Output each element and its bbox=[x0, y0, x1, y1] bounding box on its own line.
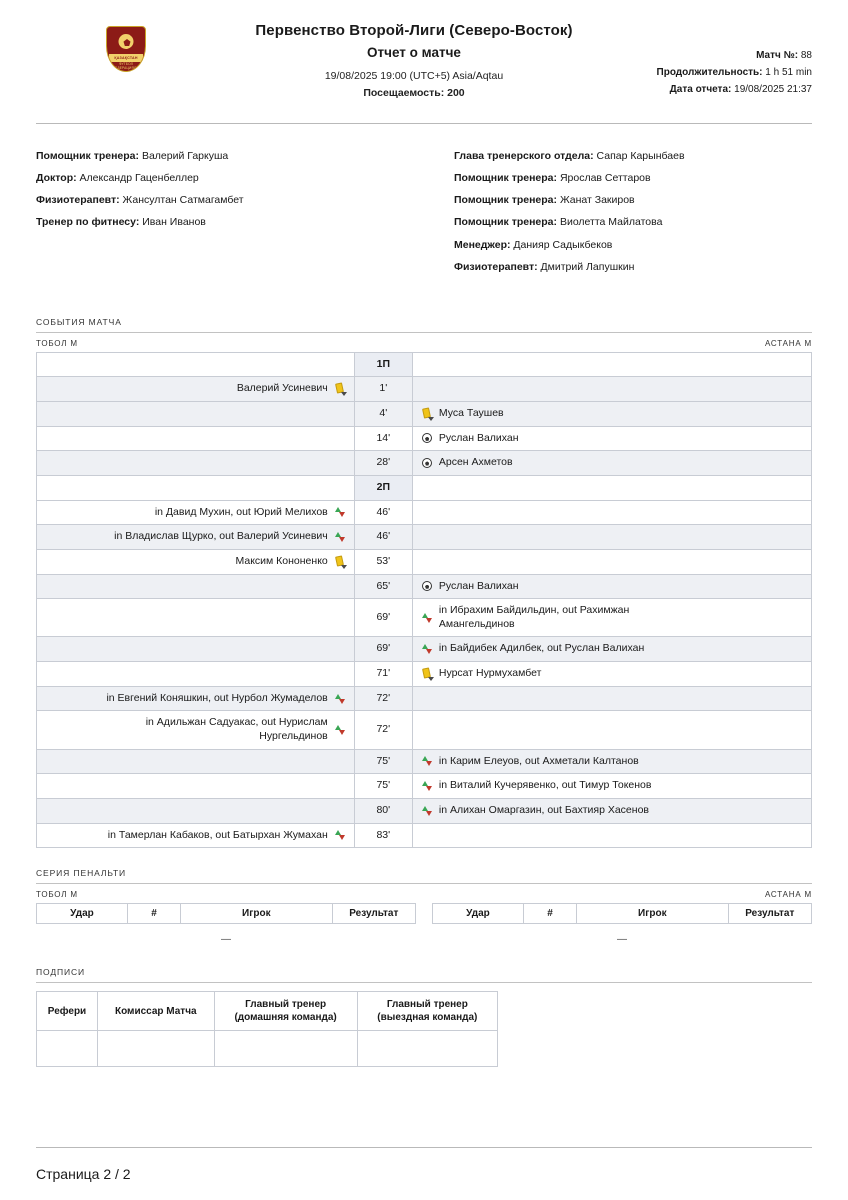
events-period-row bbox=[37, 352, 812, 377]
event-home-cell bbox=[37, 599, 355, 637]
event-home-cell bbox=[37, 686, 355, 711]
event-home-cell bbox=[37, 377, 355, 402]
event-home-text: Валерий Усиневич bbox=[236, 382, 328, 395]
staff-line bbox=[36, 216, 424, 229]
staff-role: Помощник тренера: bbox=[36, 150, 140, 162]
events-table bbox=[36, 352, 812, 848]
match-number-value: 88 bbox=[800, 50, 812, 61]
match-number-row bbox=[612, 50, 812, 61]
event-home-cell bbox=[37, 774, 355, 799]
event-away-cell bbox=[412, 662, 811, 687]
penalties-section-title: СЕРИЯ ПЕНАЛЬТИ bbox=[36, 868, 812, 884]
events-row bbox=[37, 402, 812, 427]
signature-column-header: Главный тренер (выездная команда) bbox=[357, 992, 497, 1031]
events-row bbox=[37, 823, 812, 848]
event-away-cell bbox=[412, 426, 811, 451]
attendance-label: Посещаемость: bbox=[363, 87, 445, 99]
event-home-text: in Евгений Коняшкин, out Нурбол Жумаделов bbox=[106, 691, 328, 704]
events-row bbox=[37, 637, 812, 662]
events-away-team: АСТАНА М bbox=[764, 338, 812, 348]
event-home-cell bbox=[37, 402, 355, 427]
substitution-icon bbox=[334, 724, 346, 736]
event-home-cell bbox=[37, 574, 355, 599]
staff-line bbox=[36, 150, 424, 163]
yellow-card-icon bbox=[421, 408, 433, 420]
staff-column-away bbox=[424, 150, 812, 283]
substitution-icon bbox=[334, 531, 346, 543]
staff-name: Александр Гаценбеллер bbox=[76, 172, 199, 185]
event-minute: 75' bbox=[354, 749, 412, 774]
crest-sub-text: ФУТБОЛ ФЕДЕРАЦИЯСЫ bbox=[112, 62, 140, 70]
event-away-text: Арсен Ахметов bbox=[438, 456, 513, 469]
event-away-cell bbox=[412, 402, 811, 427]
period-right-cell bbox=[412, 475, 811, 500]
event-away-cell bbox=[412, 823, 811, 848]
events-row bbox=[37, 798, 812, 823]
staff-role: Глава тренерского отдела: bbox=[454, 150, 594, 162]
period-label: 1П bbox=[354, 352, 412, 377]
penalty-column-header: Результат bbox=[728, 904, 811, 924]
staff-role: Помощник тренера: bbox=[454, 172, 558, 185]
events-home-team: ТОБОЛ М bbox=[36, 338, 78, 348]
events-row bbox=[37, 549, 812, 574]
event-home-text: in Тамерлан Кабаков, out Батырхан Жумахан bbox=[107, 828, 328, 841]
event-home-text: in Давид Мухин, out Юрий Мелихов bbox=[154, 505, 328, 518]
staff-role: Помощник тренера: bbox=[454, 216, 558, 229]
penalties-away-team: АСТАНА М bbox=[764, 890, 812, 900]
event-home-cell bbox=[37, 500, 355, 525]
penalties-team-row bbox=[36, 890, 812, 903]
event-minute: 28' bbox=[354, 451, 412, 476]
event-home-cell bbox=[37, 823, 355, 848]
substitution-icon bbox=[334, 693, 346, 705]
substitution-icon bbox=[334, 829, 346, 841]
penalties-home-empty: — bbox=[221, 934, 231, 946]
staff-line bbox=[454, 150, 812, 163]
signature-field[interactable] bbox=[37, 1031, 98, 1067]
yellow-card-icon bbox=[334, 556, 346, 568]
event-minute: 75' bbox=[354, 774, 412, 799]
penalties-away-empty: — bbox=[617, 934, 627, 946]
events-row bbox=[37, 774, 812, 799]
event-away-cell bbox=[412, 377, 811, 402]
event-away-text: in Алихан Омаргазин, out Бахтияр Хасенов bbox=[438, 803, 649, 816]
penalty-column-header: Результат bbox=[332, 904, 415, 924]
goal-icon bbox=[421, 580, 433, 592]
footer-divider bbox=[36, 1147, 812, 1148]
signatures-section-title: ПОДПИСИ bbox=[36, 967, 812, 983]
staff-line bbox=[454, 172, 812, 185]
yellow-card-icon bbox=[421, 668, 433, 680]
staff-name: Дмитрий Лапушкин bbox=[537, 260, 635, 273]
event-away-cell bbox=[412, 549, 811, 574]
event-away-text: in Байдибек Адилбек, out Руслан Валихан bbox=[438, 642, 645, 655]
events-row bbox=[37, 662, 812, 687]
events-team-row bbox=[36, 339, 812, 352]
event-away-cell bbox=[412, 574, 811, 599]
substitution-icon bbox=[421, 755, 433, 767]
duration-label: Продолжительность: bbox=[656, 67, 763, 78]
event-minute: 69' bbox=[354, 599, 412, 637]
penalties-table-away bbox=[432, 903, 812, 924]
duration-row bbox=[612, 67, 812, 78]
staff-column-home bbox=[36, 150, 424, 283]
event-away-cell bbox=[412, 749, 811, 774]
page-number: Страница 2 / 2 bbox=[36, 1166, 131, 1182]
staff-role: Доктор: bbox=[36, 172, 77, 185]
crest-band-text: ҚАЗАҚСТАН bbox=[114, 56, 138, 60]
staff-section bbox=[0, 124, 848, 283]
event-home-cell bbox=[37, 451, 355, 476]
event-minute: 46' bbox=[354, 500, 412, 525]
events-row bbox=[37, 574, 812, 599]
staff-name: Жансултан Сатмагамбет bbox=[119, 194, 244, 207]
events-row bbox=[37, 525, 812, 550]
staff-name: Данияр Садыкбеков bbox=[510, 238, 613, 251]
attendance-value: 200 bbox=[447, 87, 465, 99]
event-minute: 80' bbox=[354, 798, 412, 823]
event-minute: 1' bbox=[354, 377, 412, 402]
event-minute: 14' bbox=[354, 426, 412, 451]
event-away-text: Муса Таушев bbox=[438, 407, 504, 420]
event-home-cell bbox=[37, 426, 355, 451]
event-away-text: Нурсат Нурмухамбет bbox=[438, 667, 542, 680]
event-away-text: in Ибрахим Байдильдин, out Рахимжан Амангельдинов bbox=[438, 604, 630, 630]
substitution-icon bbox=[334, 506, 346, 518]
signature-column-header: Главный тренер (домашняя команда) bbox=[214, 992, 357, 1031]
penalties-tables bbox=[36, 903, 812, 924]
events-row bbox=[37, 686, 812, 711]
staff-line bbox=[36, 194, 424, 207]
staff-role: Физиотерапевт: bbox=[36, 194, 120, 207]
event-minute: 65' bbox=[354, 574, 412, 599]
event-home-cell bbox=[37, 662, 355, 687]
staff-role: Менеджер: bbox=[454, 238, 511, 251]
event-away-cell bbox=[412, 525, 811, 550]
events-row bbox=[37, 711, 812, 749]
penalty-column-header: Игрок bbox=[181, 904, 333, 924]
competition-title: Первенство Второй-Лиги (Северо-Восток) bbox=[255, 22, 573, 39]
report-date-row bbox=[612, 84, 812, 95]
event-home-cell bbox=[37, 549, 355, 574]
events-row bbox=[37, 500, 812, 525]
event-away-text: in Виталий Кучерявенко, out Тимур Токенов bbox=[438, 779, 652, 792]
event-home-text: in Адильжан Садуакас, out Нурислам Нургельдинов bbox=[145, 716, 328, 742]
report-subtitle: Отчет о матче bbox=[367, 45, 461, 60]
event-away-text: Руслан Валихан bbox=[438, 579, 519, 592]
federation-crest-icon bbox=[106, 26, 146, 74]
event-minute: 83' bbox=[354, 823, 412, 848]
staff-line bbox=[454, 216, 812, 229]
event-minute: 46' bbox=[354, 525, 412, 550]
federation-crest-container bbox=[36, 22, 216, 74]
event-away-text: Руслан Валихан bbox=[438, 431, 519, 444]
event-minute: 4' bbox=[354, 402, 412, 427]
events-row bbox=[37, 599, 812, 637]
event-away-cell bbox=[412, 798, 811, 823]
event-minute: 72' bbox=[354, 686, 412, 711]
events-row bbox=[37, 749, 812, 774]
header-meta bbox=[612, 22, 812, 101]
event-home-text: Максим Кононенко bbox=[235, 554, 328, 567]
events-row bbox=[37, 451, 812, 476]
event-away-cell bbox=[412, 711, 811, 749]
event-home-cell bbox=[37, 798, 355, 823]
attendance-line bbox=[216, 87, 612, 99]
event-away-cell bbox=[412, 686, 811, 711]
goal-icon bbox=[421, 432, 433, 444]
events-row bbox=[37, 426, 812, 451]
period-left-cell bbox=[37, 475, 355, 500]
event-minute: 72' bbox=[354, 711, 412, 749]
penalty-column-header: Игрок bbox=[577, 904, 729, 924]
staff-role: Физиотерапевт: bbox=[454, 260, 538, 273]
goal-icon bbox=[421, 457, 433, 469]
penalties-home-team: ТОБОЛ М bbox=[36, 890, 78, 900]
event-away-cell bbox=[412, 637, 811, 662]
event-home-cell bbox=[37, 749, 355, 774]
staff-name: Ярослав Сеттаров bbox=[557, 172, 651, 185]
match-number-label: Матч №: bbox=[756, 50, 799, 61]
substitution-icon bbox=[421, 780, 433, 792]
substitution-icon bbox=[421, 612, 433, 624]
event-away-text: in Карим Елеуов, out Ахметали Калтанов bbox=[438, 754, 639, 767]
period-right-cell bbox=[412, 352, 811, 377]
signatures-table bbox=[36, 991, 498, 1067]
match-datetime: 19/08/2025 19:00 (UTC+5) Asia/Aqtau bbox=[324, 70, 504, 82]
staff-line bbox=[454, 261, 812, 274]
staff-name: Валерий Гаркуша bbox=[139, 150, 229, 162]
penalties-empty-row bbox=[36, 924, 812, 945]
event-minute: 69' bbox=[354, 637, 412, 662]
staff-line bbox=[454, 194, 812, 207]
event-away-cell bbox=[412, 599, 811, 637]
events-row bbox=[37, 377, 812, 402]
signature-column-header: Комиссар Матча bbox=[98, 992, 215, 1031]
event-home-cell bbox=[37, 637, 355, 662]
yellow-card-icon bbox=[334, 383, 346, 395]
staff-name: Сапар Карынбаев bbox=[593, 150, 685, 162]
substitution-icon bbox=[421, 643, 433, 655]
signature-field[interactable] bbox=[214, 1031, 357, 1067]
penalty-column-header: # bbox=[523, 904, 576, 924]
event-minute: 71' bbox=[354, 662, 412, 687]
duration-value: 1 h 51 min bbox=[765, 67, 812, 78]
staff-line bbox=[454, 239, 812, 252]
penalty-column-header: # bbox=[127, 904, 180, 924]
event-away-cell bbox=[412, 451, 811, 476]
staff-name: Жанат Закиров bbox=[557, 194, 635, 207]
period-left-cell bbox=[37, 352, 355, 377]
staff-line bbox=[36, 172, 424, 185]
staff-role: Помощник тренера: bbox=[454, 194, 558, 207]
staff-name: Иван Иванов bbox=[139, 216, 206, 229]
report-header bbox=[0, 0, 848, 111]
event-home-cell bbox=[37, 525, 355, 550]
substitution-icon bbox=[421, 805, 433, 817]
events-period-row bbox=[37, 475, 812, 500]
period-label: 2П bbox=[354, 475, 412, 500]
event-home-text: in Владислав Щурко, out Валерий Усиневич bbox=[114, 530, 328, 543]
events-section-title: СОБЫТИЯ МАТЧА bbox=[36, 317, 812, 333]
event-away-cell bbox=[412, 500, 811, 525]
signature-column-header: Рефери bbox=[37, 992, 98, 1031]
staff-name: Виолетта Майлатова bbox=[557, 216, 663, 229]
penalty-column-header: Удар bbox=[433, 904, 524, 924]
report-date-value: 19/08/2025 21:37 bbox=[734, 84, 812, 95]
penalty-column-header: Удар bbox=[37, 904, 128, 924]
header-center bbox=[216, 22, 612, 99]
event-minute: 53' bbox=[354, 549, 412, 574]
report-date-label: Дата отчета: bbox=[669, 84, 732, 95]
event-home-cell bbox=[37, 711, 355, 749]
penalties-table-home bbox=[36, 903, 416, 924]
event-away-cell bbox=[412, 774, 811, 799]
signature-field[interactable] bbox=[98, 1031, 215, 1067]
staff-role: Тренер по фитнесу: bbox=[36, 216, 140, 229]
signature-field[interactable] bbox=[357, 1031, 497, 1067]
